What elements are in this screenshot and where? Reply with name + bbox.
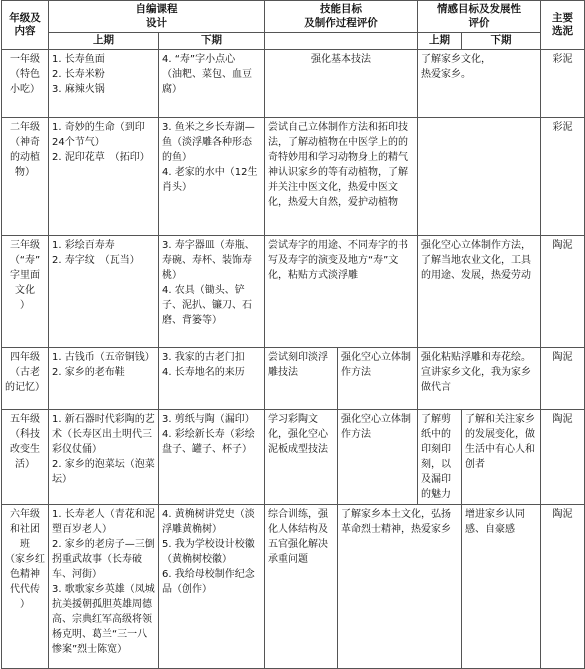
emotion-cell: 强化空心立体制作方法，了解当地农业文化，工具的用途、发展，热爱劳动	[418, 236, 541, 348]
material-cell: 陶泥	[541, 236, 585, 348]
header-skill-goal: 技能目标 及制作过程评价	[265, 1, 418, 33]
course-lower-cell: 4. 黄桷树讲党史（淡浮雕黄桷树） 5. 我为学校设计校徽（黄桷树校徽） 6. 我给母校制作纪念品（创作）	[159, 505, 265, 669]
emotion-lower-cell: 了解和关注家乡的发展变化，做生活中有心人和创者	[462, 410, 541, 505]
course-lower-cell: 3. 剪纸与陶（漏印） 4. 彩绘新长寿（彩绘盘子、罐子、杯子）	[159, 410, 265, 505]
grade-cell: 一年级 （特色 小吃）	[2, 50, 49, 118]
emotion-cell: 增进家乡认同感、自豪感	[462, 505, 541, 669]
subheader-row	[2, 33, 585, 50]
header-course-upper: 上期	[49, 33, 159, 50]
course-upper-cell: 1. 长寿鱼面 2. 长寿米粉 3. 麻辣火锅	[49, 50, 159, 118]
emotion-cell	[418, 118, 541, 236]
header-row	[2, 1, 585, 33]
course-lower-cell: 3. 寿字器皿（寿瓶、寿碗、寿杯、装饰寿桃） 4. 农具（锄头、铲子、泥扒、镰刀、石磨、背篓等）	[159, 236, 265, 348]
skill-cell: 尝试自己立体制作方法和拓印技法，了解动植物在中医学上的的奇特妙用和学习动物身上的精气神认识家乡的等有动植物，了解并关注中医文化，热爱中医文化，热爱大自然，爱护动植物	[265, 118, 418, 236]
grade-cell: 四年级 （古老 的记忆）	[2, 348, 49, 410]
table-row	[2, 50, 585, 118]
skill-upper-cell: 尝试刻印淡浮雕技法	[265, 348, 338, 410]
material-cell: 陶泥	[541, 410, 585, 505]
skill-cell: 尝试寿字的用途、不同寿字的书写及寿字的演变及地方“寿”文化，粘贴方式淡浮雕	[265, 236, 418, 348]
header-emotion-goal: 情感目标及发展性 评价	[418, 1, 541, 33]
material-cell: 陶泥	[541, 505, 585, 669]
grade-cell: 三年级 （“寿” 字里面 文化 ）	[2, 236, 49, 348]
skill-lower-cell: 强化空心立体制作方法	[338, 410, 418, 505]
table-row	[2, 118, 585, 236]
header-course-design: 自编课程 设计	[49, 1, 265, 33]
course-lower-cell: 4. “寿”字小点心 （油粑、菜包、血豆腐）	[159, 50, 265, 118]
skill-lower-cell: 强化空心立体制作方法	[338, 348, 418, 410]
course-lower-cell: 3. 鱼米之乡长寿湖—鱼（淡浮雕各种形态的鱼） 4. 老家的水中（12生肖头）	[159, 118, 265, 236]
skill-upper-cell: 综合训练，强化人体结构及五官强化解决承重问题	[265, 505, 338, 669]
course-upper-cell: 1. 新石器时代彩陶的艺术（长寿区出土明代三彩仪仗俑） 2. 家乡的泡菜坛（泡菜坛）	[49, 410, 159, 505]
emotion-cell: 强化粘贴浮雕和寿花绘。宣讲家乡文化，我为家乡做代言	[418, 348, 541, 410]
emotion-cell: 了解家乡文化， 热爱家乡。	[418, 50, 541, 118]
grade-cell: 五年级 （科技 改变生 活）	[2, 410, 49, 505]
table-row	[2, 505, 585, 669]
table-row	[2, 410, 585, 505]
course-upper-cell: 1. 长寿老人（青花和泥塑百岁老人） 2. 家乡的老房子—三倒拐重武故事（长寿破车、河街） 3. 歌歌家乡英雄（凤城抗美援朝孤胆英雄周德高、宗典红军高级将领杨克明、葛兰“三一八惨案”烈士陈宽）	[49, 505, 159, 669]
course-upper-cell: 1. 古钱币（五帝铜钱） 2. 家乡的老布鞋	[49, 348, 159, 410]
header-emotion-upper: 上期	[418, 33, 462, 50]
grade-cell: 六年级 和社团 班 （家乡红 色精神 代代传 ）	[2, 505, 49, 669]
header-emotion-lower: 下期	[462, 33, 541, 50]
emotion-upper-cell: 了解剪纸中的印刻印刻，以及漏印的魅力	[418, 410, 462, 505]
material-cell: 彩泥	[541, 50, 585, 118]
header-course-lower: 下期	[159, 33, 265, 50]
material-cell: 彩泥	[541, 118, 585, 236]
skill-lower-cell: 了解家乡本土文化，弘扬革命烈士精神，热爱家乡	[338, 505, 462, 669]
course-upper-cell: 1. 彩绘百寿寿 2. 寿字纹 （瓦当）	[49, 236, 159, 348]
curriculum-table	[1, 0, 585, 669]
table-row	[2, 236, 585, 348]
skill-upper-cell: 学习彩陶文化，强化空心泥板成型技法	[265, 410, 338, 505]
course-upper-cell: 1. 奇妙的生命（到印24个节气） 2. 泥印花草 （拓印）	[49, 118, 159, 236]
header-material: 主要 选泥	[541, 1, 585, 50]
grade-cell: 二年级 （神奇 的动植 物）	[2, 118, 49, 236]
header-skill-blank	[265, 33, 418, 50]
table-row	[2, 348, 585, 410]
header-grade: 年级及 内容	[2, 1, 49, 50]
skill-cell: 强化基本技法	[265, 50, 418, 118]
course-lower-cell: 3. 我家的古老门扣 4. 长寿地名的来历	[159, 348, 265, 410]
material-cell: 陶泥	[541, 348, 585, 410]
